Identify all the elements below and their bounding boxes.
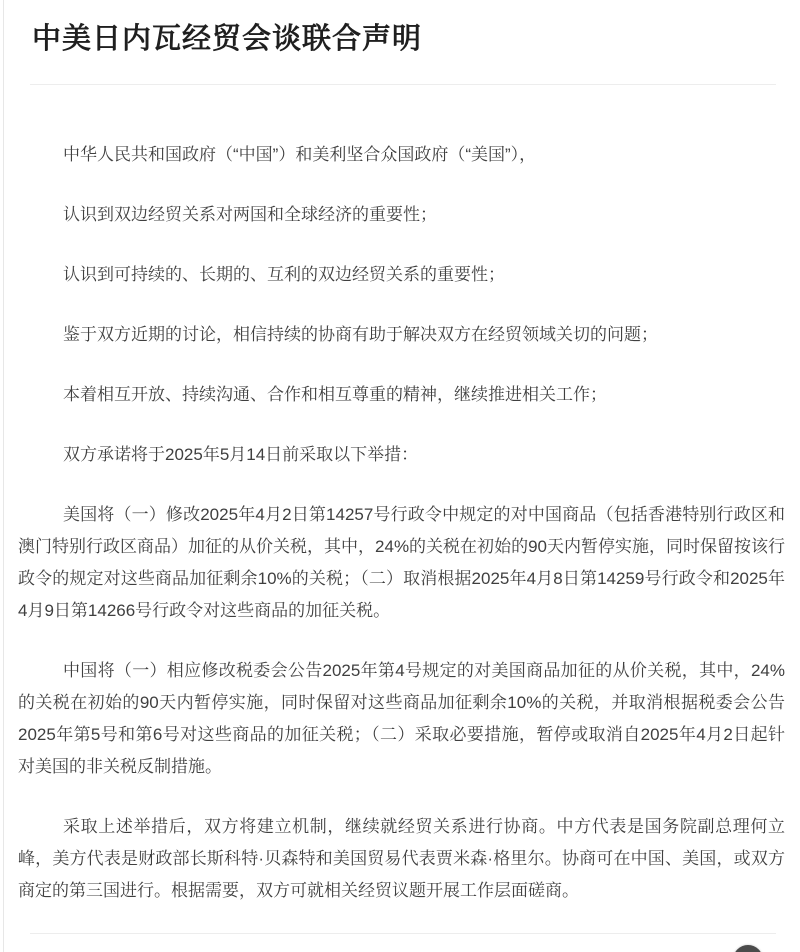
paragraph: 采取上述举措后，双方将建立机制，继续就经贸关系进行协商。中方代表是国务院副总理何立峰，美方代表是财政部长斯科特·贝森特和美国贸易代表贾米森·格里尔。协商可在中国、美国，或双方商定的第三国进行。根据需要，双方可就相关经贸议题开展工作层面磋商。 xyxy=(18,817,785,900)
article-body xyxy=(18,139,785,935)
paragraph: 本着相互开放、持续沟通、合作和相互尊重的精神，继续推进相关工作； xyxy=(63,385,607,404)
paragraph: 鉴于双方近期的讨论，相信持续的协商有助于解决双方在经贸领域关切的问题； xyxy=(63,325,658,344)
paragraph: 美国将（一）修改2025年4月2日第14257号行政令中规定的对中国商品（包括香港特别行政区和澳门特别行政区商品）加征的从价关税，其中，24%的关税在初始的90天内暂停实施，同时保留按该行政令的规定对这些商品加征剩余10%的关税；（二）取消根据2025年4月8日第14259号行政令和2025年4月9日第14266号行政令对这些商品的加征关税。 xyxy=(18,505,785,620)
page-title: 中美日内瓦经贸会谈联合声明 xyxy=(32,23,423,55)
paragraph: 中华人民共和国政府（“中国”）和美利坚合众国政府（“美国”）， xyxy=(63,145,537,164)
paragraph: 认识到双边经贸关系对两国和全球经济的重要性； xyxy=(63,205,437,224)
footer-divider xyxy=(30,933,776,934)
paragraph: 认识到可持续的、长期的、互利的双边经贸关系的重要性； xyxy=(63,265,505,284)
page-left-border xyxy=(3,0,4,952)
paragraph: 中国将（一）相应修改税委会公告2025年第4号规定的对美国商品加征的从价关税，其中，24%的关税在初始的90天内暂停实施，同时保留对这些商品加征剩余10%的关税，并取消根据税委会公告2025年第5号和第6号对这些商品的加征关税；（二）采取必要措施，暂停或取消自2025年4月2日起针对美国的非关税反制措施。 xyxy=(18,661,785,776)
paragraph: 双方承诺将于2025年5月14日前采取以下举措： xyxy=(63,445,419,464)
back-to-top-icon[interactable] xyxy=(733,945,763,952)
title-divider xyxy=(30,84,776,85)
